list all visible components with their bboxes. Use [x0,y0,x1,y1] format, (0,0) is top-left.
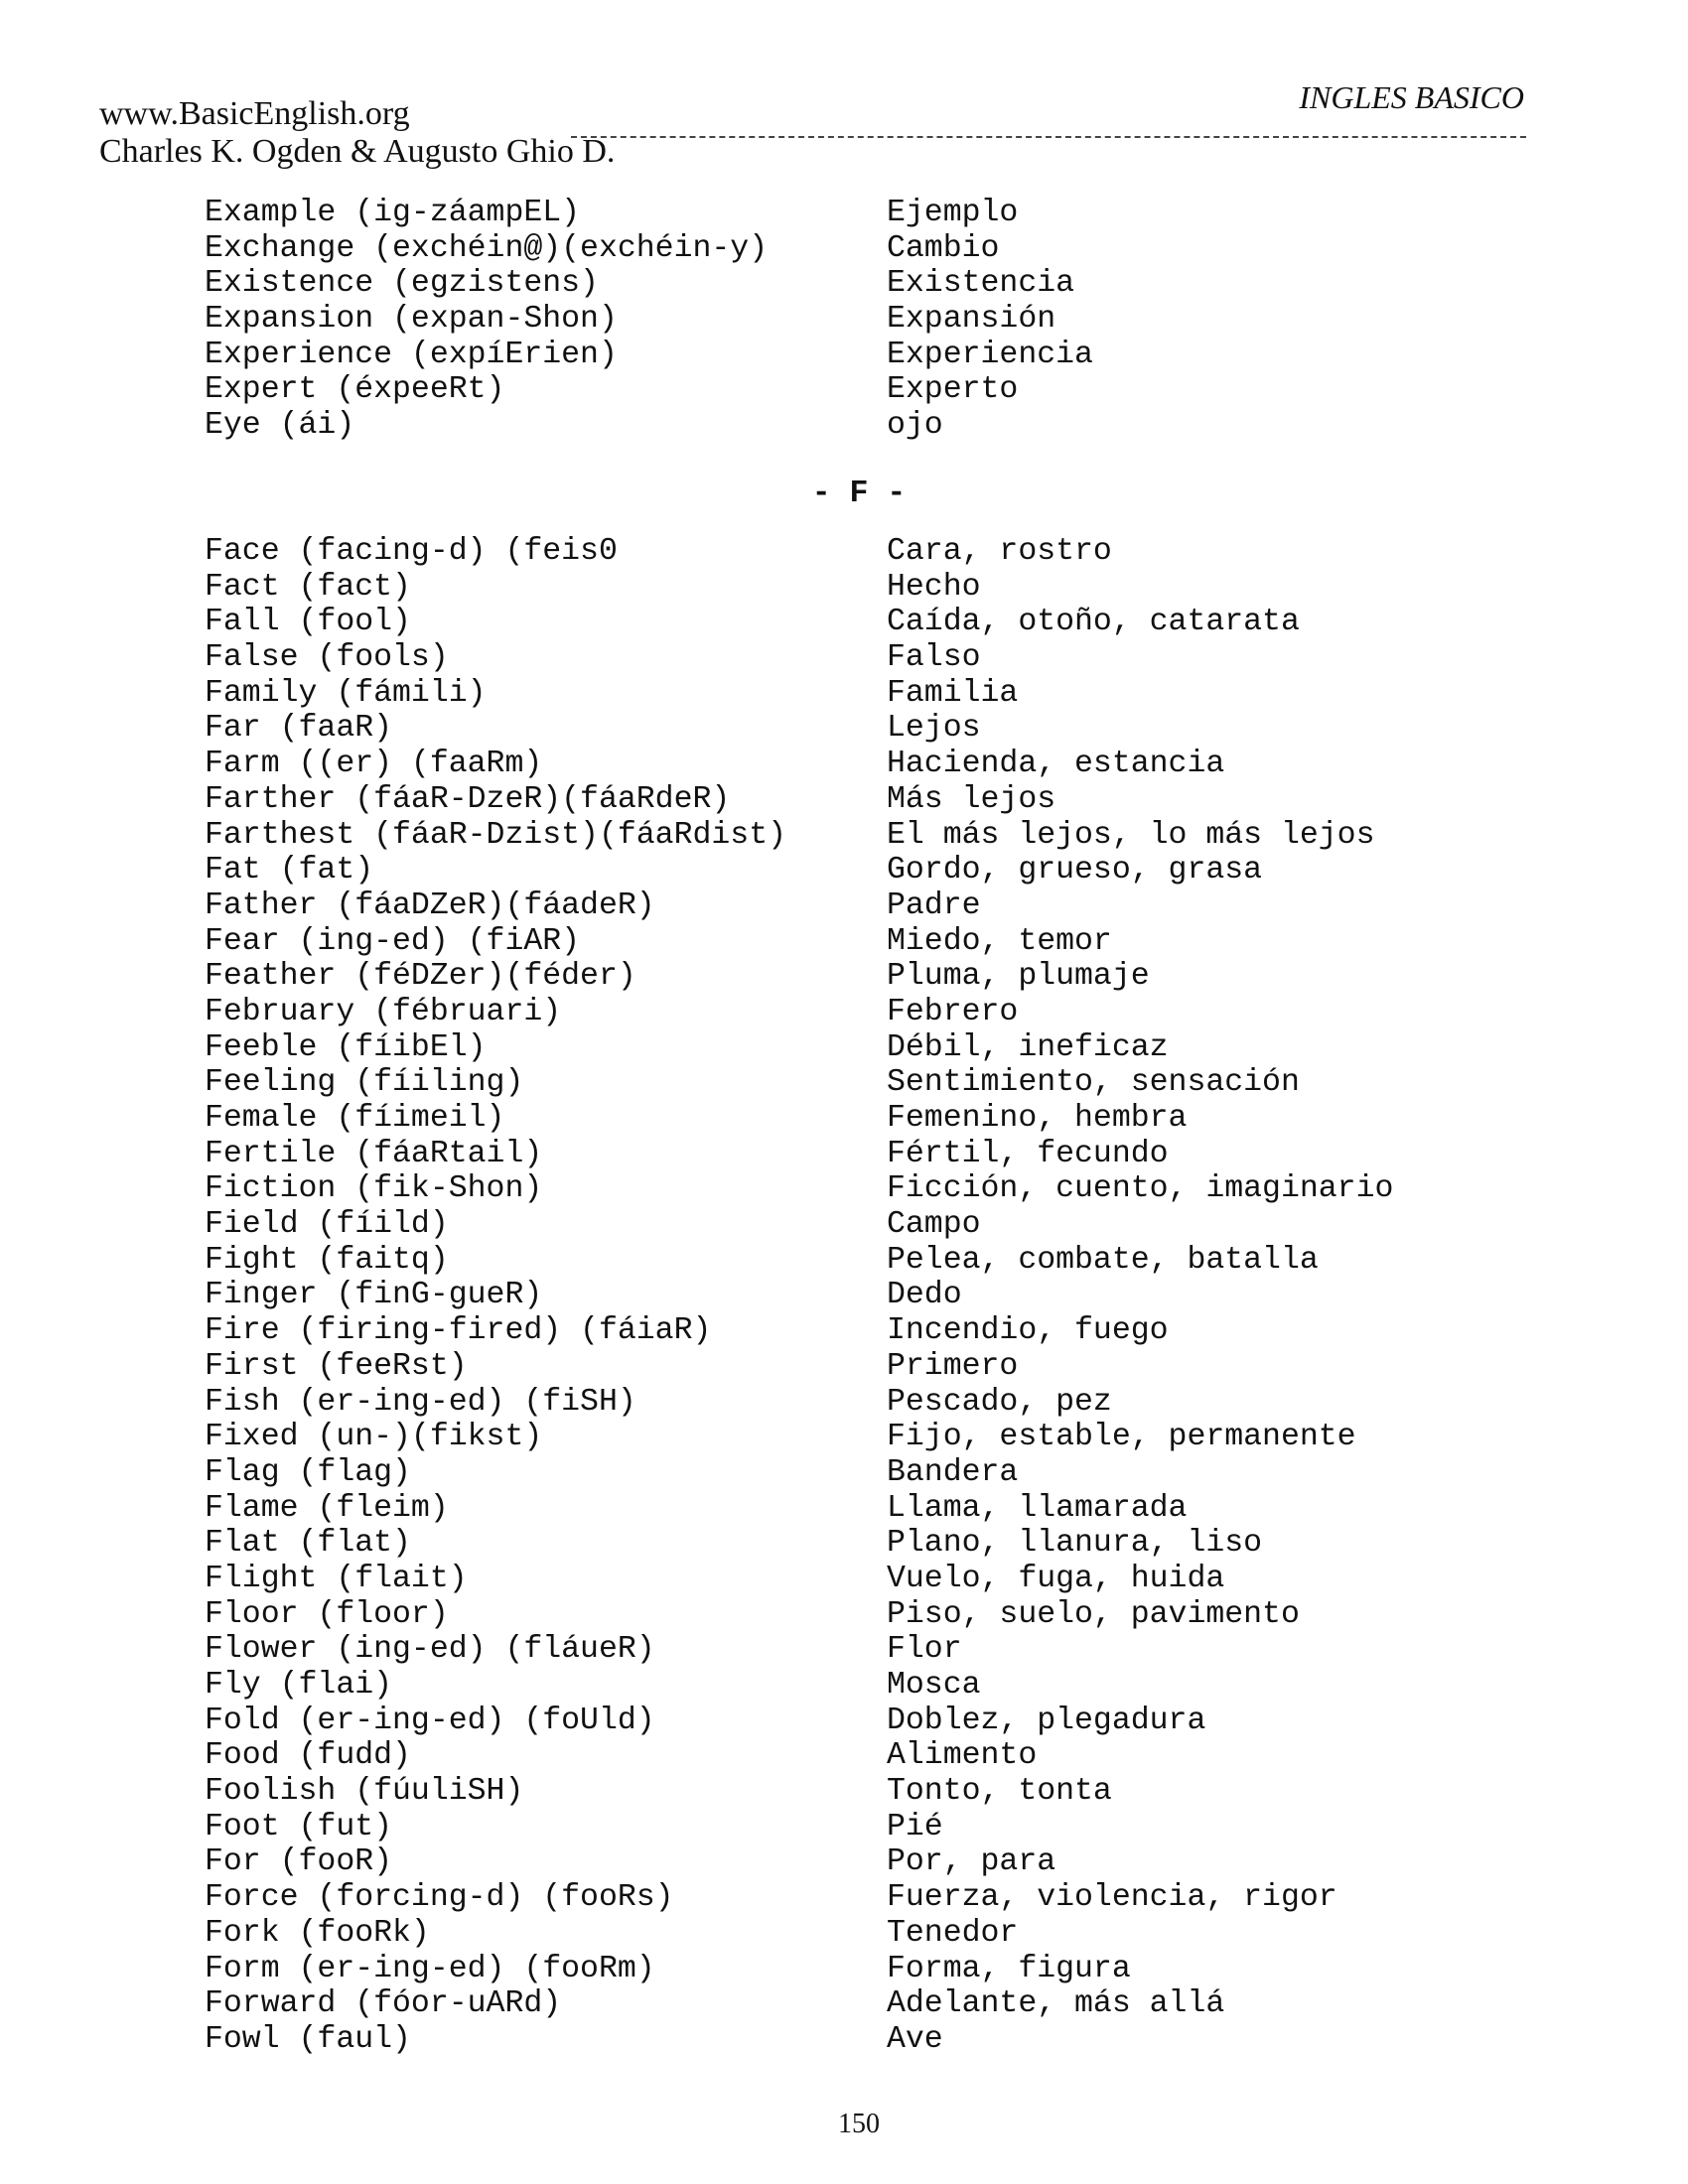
spanish-translation: Piso, suelo, pavimento [887,1596,1300,1632]
english-term: Flower (ing-ed) (fláueR) [205,1632,655,1668]
spanish-translation: Cambio [887,230,1000,266]
english-term: Exchange (exchéin@)(exchéin-y) [205,230,769,266]
spanish-translation: Por, para [887,1844,1056,1880]
english-term: Far (faaR) [205,711,393,747]
spanish-translation: Hecho [887,569,981,605]
spanish-translation: Fuerza, violencia, rigor [887,1880,1337,1916]
spanish-translation: Caída, otoño, catarata [887,605,1300,640]
english-term: Fold (er-ing-ed) (foUld) [205,1703,655,1738]
english-term: Foolish (fúuliSH) [205,1774,524,1810]
english-term: Father (fáaDZeR)(fáadeR) [205,887,655,923]
spanish-translation: Pluma, plumaje [887,959,1150,995]
header-left [99,95,615,171]
english-term: First (feeRst) [205,1348,468,1384]
english-term: Fight (faitq) [205,1242,449,1278]
spanish-translation: Expansión [887,302,1056,338]
english-term: Flame (fleim) [205,1490,449,1526]
english-term: Fixed (un-)(fikst) [205,1420,543,1455]
english-term: Farthest (fáaR-Dzist)(fáaRdist) [205,817,786,853]
spanish-translation: El más lejos, lo más lejos [887,817,1375,853]
english-term: Farther (fáaR-DzeR)(fáaRdeR) [205,781,731,817]
spanish-translation: Fijo, estable, permanente [887,1420,1356,1455]
spanish-translation: Padre [887,887,981,923]
spanish-translation: Femenino, hembra [887,1101,1188,1136]
english-term: Fowl (faul) [205,2021,411,2057]
english-term: Eye (ái) [205,408,355,444]
english-term: Fear (ing-ed) (fiAR) [205,923,581,959]
english-term: Expansion (expan-Shon) [205,302,618,338]
english-term: Family (fámili) [205,675,487,711]
spanish-translation: Vuelo, fuga, huida [887,1561,1225,1596]
english-term: Existence (egzistens) [205,266,599,302]
english-term: Example (ig-záampEL) [205,196,581,230]
document-title: INGLES BASICO [1299,79,1524,115]
spanish-translation: Incendio, fuego [887,1313,1169,1349]
english-term: Fall (fool) [205,605,411,640]
spanish-translation: Familia [887,675,1019,711]
spanish-translation: Plano, llanura, liso [887,1526,1263,1562]
english-term: Expert (éxpeeRt) [205,372,505,408]
spanish-translation: Primero [887,1348,1019,1384]
english-term: Food (fudd) [205,1738,411,1774]
english-term: Fact (fact) [205,569,411,605]
english-term: Female (fíimeil) [205,1101,505,1136]
spanish-translation: Sentimiento, sensación [887,1065,1300,1101]
spanish-translation: Débil, ineficaz [887,1029,1169,1065]
header-divider [571,136,1526,138]
site-url: www.BasicEnglish.org [99,95,410,132]
english-term: Forward (fóor-uARd) [205,1986,562,2022]
spanish-translation: Gordo, grueso, grasa [887,853,1263,888]
english-term: For (fooR) [205,1844,393,1880]
spanish-translation: Ejemplo [887,196,1019,230]
english-term: February (fébruari) [205,994,562,1029]
spanish-translation: Experiencia [887,337,1093,372]
english-term: False (fools) [205,640,449,676]
section-f-heading: - F - [811,477,907,511]
english-term: Experience (expíErien) [205,337,618,372]
english-term: Flat (flat) [205,1526,411,1562]
spanish-translation: Campo [887,1207,981,1243]
spanish-translation: Lejos [887,711,981,747]
page-number: 150 [838,2109,880,2139]
english-term: Fat (fat) [205,853,374,888]
spanish-translation: Llama, llamarada [887,1490,1188,1526]
spanish-translation: Pelea, combate, batalla [887,1242,1319,1278]
english-term: Fire (firing-fired) (fáiaR) [205,1313,712,1349]
spanish-translation: Pescado, pez [887,1384,1112,1420]
spanish-translation: Tenedor [887,1915,1019,1951]
spanish-translation: Febrero [887,994,1019,1029]
spanish-translation: Más lejos [887,781,1056,817]
spanish-translation: Miedo, temor [887,923,1112,959]
spanish-translation: Ave [887,2021,943,2057]
spanish-translation: Existencia [887,266,1075,302]
spanish-translation: Hacienda, estancia [887,747,1225,782]
spanish-translation: Ficción, cuento, imaginario [887,1171,1394,1207]
spanish-translation: Tonto, tonta [887,1774,1112,1810]
spanish-translation: Cara, rostro [887,534,1112,569]
spanish-translation: Mosca [887,1668,981,1703]
authors: Charles K. Ogden & Augusto Ghio D. [99,133,616,170]
english-term: Flag (flag) [205,1454,411,1490]
english-term: Floor (floor) [205,1596,449,1632]
spanish-translation: Experto [887,372,1019,408]
english-term: Fork (fooRk) [205,1915,430,1951]
english-term: Finger (finG-gueR) [205,1278,543,1313]
spanish-translation: Flor [887,1632,962,1668]
english-term: Feeble (fíibEl) [205,1029,487,1065]
spanish-translation: Falso [887,640,981,676]
english-term: Fly (flai) [205,1668,393,1703]
english-term: Feather (féDZer)(féder) [205,959,636,995]
english-term: Form (er-ing-ed) (fooRm) [205,1951,655,1986]
spanish-translation: ojo [887,408,943,444]
english-term: Fiction (fik-Shon) [205,1171,543,1207]
english-term: Face (facing-d) (feis0 [205,534,618,569]
spanish-translation: Dedo [887,1278,962,1313]
spanish-translation: Adelante, más allá [887,1986,1225,2022]
english-term: Feeling (fíiling) [205,1065,524,1101]
spanish-translation: Fértil, fecundo [887,1136,1169,1171]
spanish-translation: Forma, figura [887,1951,1131,1986]
english-term: Foot (fut) [205,1809,393,1844]
english-term: Fertile (fáaRtail) [205,1136,543,1171]
english-term: Flight (flait) [205,1561,468,1596]
english-term: Force (forcing-d) (fooRs) [205,1880,674,1916]
spanish-translation: Pié [887,1809,943,1844]
english-term: Farm ((er) (faaRm) [205,747,543,782]
english-term: Field (fíild) [205,1207,449,1243]
spanish-translation: Alimento [887,1738,1038,1774]
spanish-translation: Doblez, plegadura [887,1703,1206,1738]
english-term: Fish (er-ing-ed) (fiSH) [205,1384,636,1420]
spanish-translation: Bandera [887,1454,1019,1490]
